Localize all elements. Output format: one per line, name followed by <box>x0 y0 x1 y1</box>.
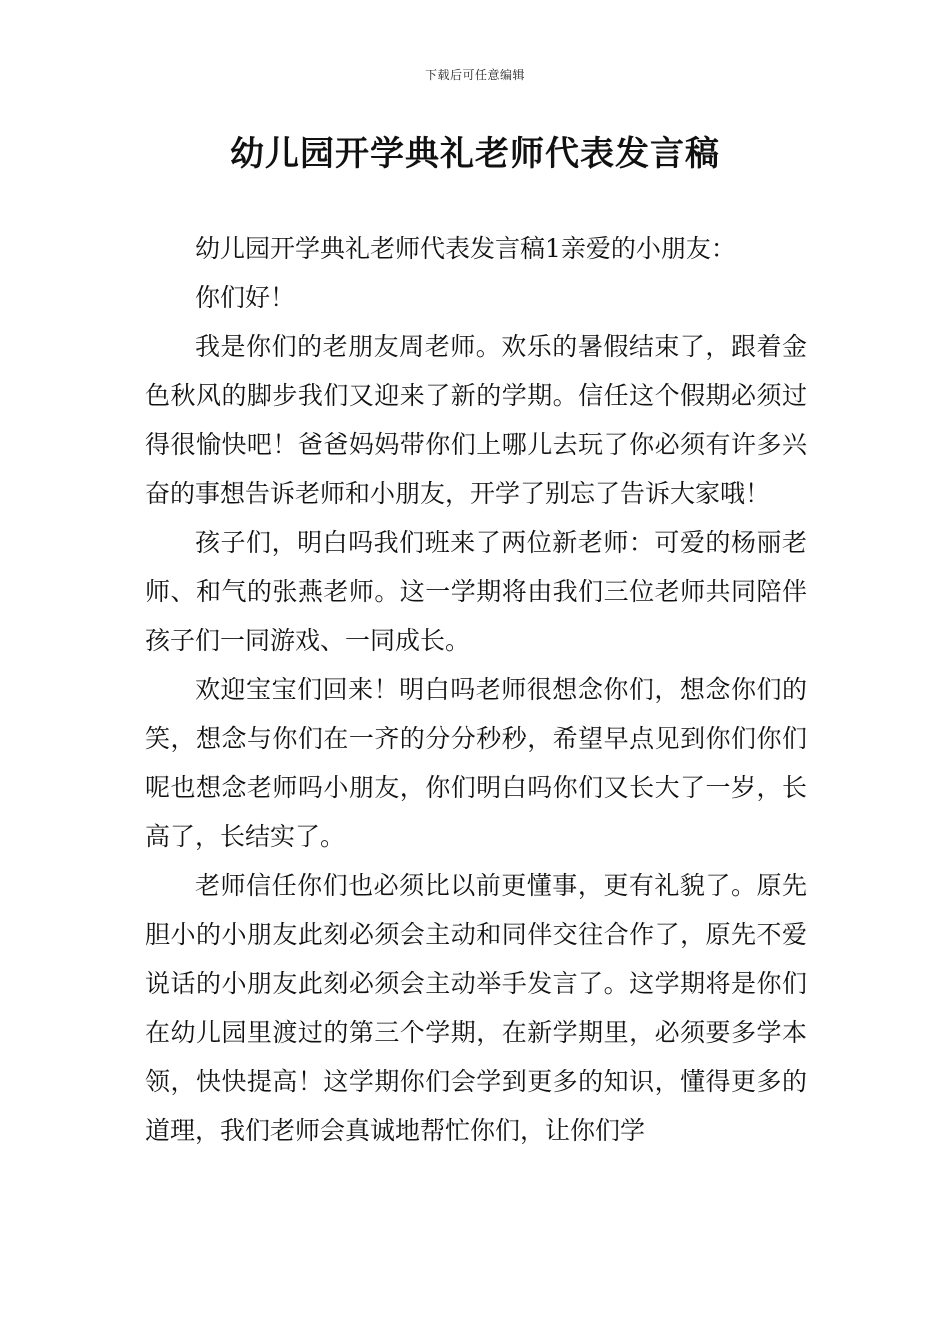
paragraph: 欢迎宝宝们回来！明白吗老师很想念你们，想念你们的笑，想念与你们在一齐的分分秒秒，希望早点见到你们你们呢也想念老师吗小朋友，你们明白吗你们又长大了一岁，长高了，长结实了。 <box>145 675 807 851</box>
document-body <box>145 224 807 1155</box>
paragraph: 孩子们，明白吗我们班来了两位新老师：可爱的杨丽老师、和气的张燕老师。这一学期将由我们三位老师共同陪伴孩子们一同游戏、一同成长。 <box>145 528 807 655</box>
document-title: 幼儿园开学典礼老师代表发言稿 <box>230 134 720 174</box>
paragraph: 你们好！ <box>195 283 296 312</box>
header-note: 下载后可任意编辑 <box>424 68 525 82</box>
paragraph: 我是你们的老朋友周老师。欢乐的暑假结束了，跟着金色秋风的脚步我们又迎来了新的学期。信任这个假期必须过得很愉快吧！爸爸妈妈带你们上哪儿去玩了你必须有许多兴奋的事想告诉老师和小朋友，开学了别忘了告诉大家哦！ <box>145 332 807 508</box>
paragraph: 老师信任你们也必须比以前更懂事，更有礼貌了。原先胆小的小朋友此刻必须会主动和同伴交往合作了，原先不爱说话的小朋友此刻必须会主动举手发言了。这学期将是你们在幼儿园里渡过的第三个学期，在新学期里，必须要多学本领，快快提高！这学期你们会学到更多的知识，懂得更多的道理，我们老师会真诚地帮忙你们，让你们学 <box>145 871 807 1145</box>
paragraph: 幼儿园开学典礼老师代表发言稿1亲爱的小朋友： <box>195 234 736 263</box>
